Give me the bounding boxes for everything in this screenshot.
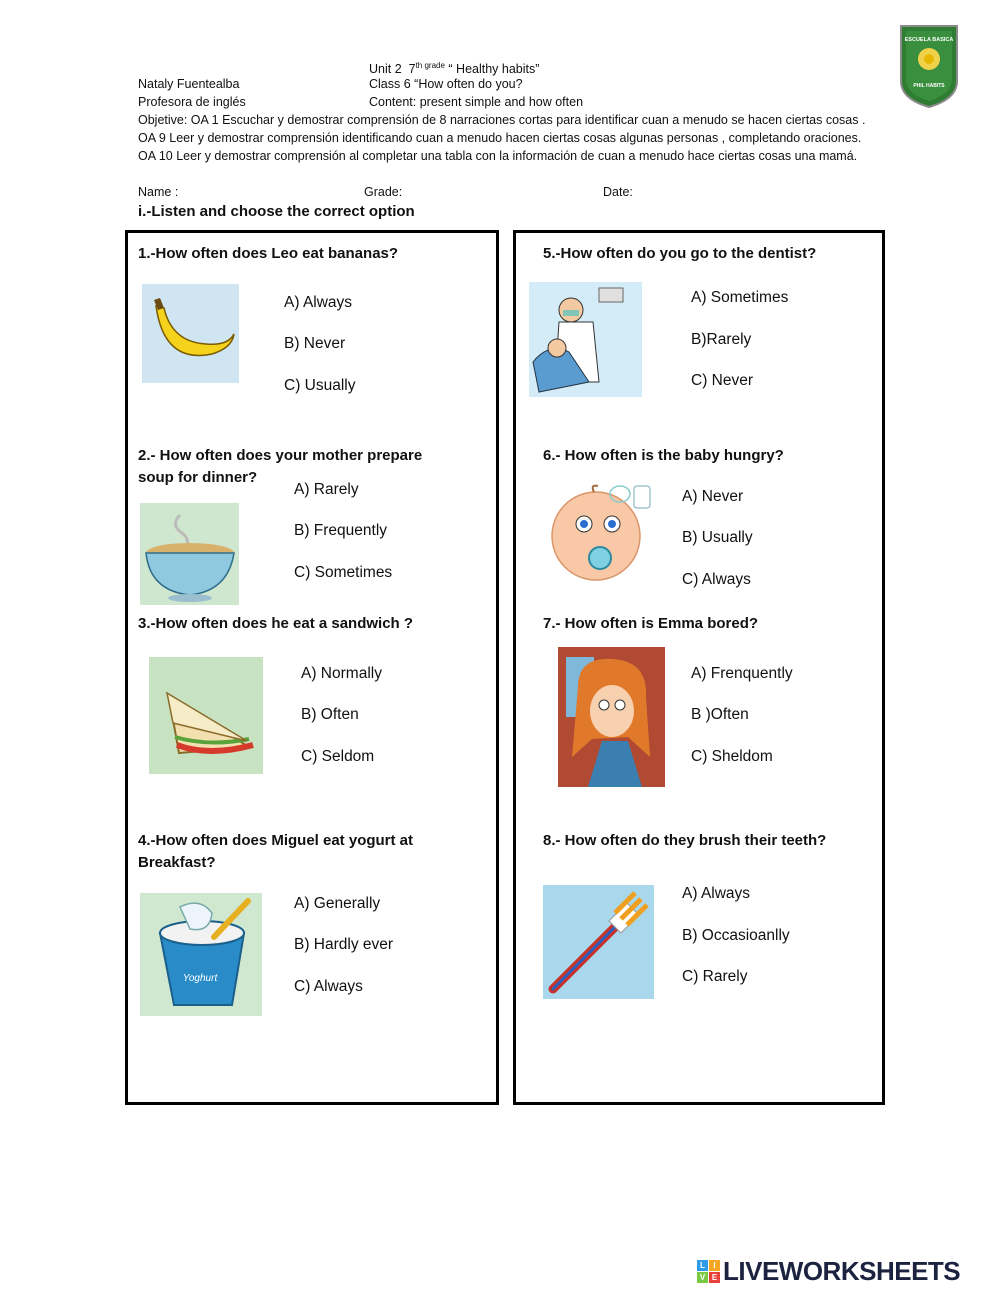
banana-icon bbox=[142, 284, 239, 383]
bored-girl-picture bbox=[558, 647, 665, 787]
section-title: i.-Listen and choose the correct option bbox=[138, 203, 415, 220]
q7-option-a[interactable]: A) Frenquently bbox=[691, 665, 793, 682]
q2-option-a[interactable]: A) Rarely bbox=[294, 481, 359, 498]
question-5: 5.-How often do you go to the dentist? bbox=[543, 245, 817, 262]
q4-option-c[interactable]: C) Always bbox=[294, 978, 363, 995]
class-title: Class 6 “How often do you? bbox=[369, 77, 523, 91]
live-badge-icon bbox=[697, 1260, 720, 1283]
q5-option-b[interactable]: B)Rarely bbox=[691, 331, 752, 348]
sandwich-picture bbox=[149, 657, 263, 774]
q5-option-a[interactable]: A) Sometimes bbox=[691, 289, 789, 306]
teacher-name: Nataly Fuentealba bbox=[138, 77, 240, 91]
q3-option-a[interactable]: A) Normally bbox=[301, 665, 382, 682]
name-label: Name : bbox=[138, 185, 179, 199]
question-7: 7.- How often is Emma bored? bbox=[543, 615, 759, 632]
baby-picture bbox=[540, 478, 660, 582]
liveworksheets-logo bbox=[697, 1255, 960, 1287]
toothbrush-icon bbox=[543, 885, 654, 999]
grade-label: Grade: bbox=[364, 185, 403, 199]
question-2: 2.- How often does your mother prepare soup for dinner? bbox=[138, 447, 423, 486]
sandwich-icon bbox=[149, 657, 263, 774]
q3-option-b[interactable]: B) Often bbox=[301, 706, 359, 723]
q3-option-c[interactable]: C) Seldom bbox=[301, 748, 375, 765]
q4-option-b[interactable]: B) Hardly ever bbox=[294, 936, 394, 953]
live-badge-letter-i: I bbox=[709, 1260, 720, 1271]
question-6: 6.- How often is the baby hungry? bbox=[543, 447, 784, 464]
baby-icon bbox=[540, 478, 660, 582]
q1-option-b[interactable]: B) Never bbox=[284, 335, 346, 352]
unit: Unit 2 bbox=[369, 62, 402, 77]
teacher-role: Profesora de inglés bbox=[138, 95, 246, 109]
q4-option-a[interactable]: A) Generally bbox=[294, 895, 381, 912]
toothbrush-picture bbox=[543, 885, 654, 999]
live-badge-letter-v: V bbox=[697, 1272, 708, 1283]
topic: “ Healthy habits” bbox=[448, 62, 540, 77]
question-4: 4.-How often does Miguel eat yogurt at Breakfast? bbox=[138, 832, 414, 871]
shield-icon bbox=[895, 23, 963, 109]
q2-option-c[interactable]: C) Sometimes bbox=[294, 564, 393, 581]
dentist-icon bbox=[529, 282, 642, 397]
brand-name[interactable]: LIVEWORKSHEETS bbox=[723, 1255, 961, 1286]
yogurt-picture bbox=[140, 893, 262, 1016]
live-badge-letter-e: E bbox=[709, 1272, 720, 1283]
content-line: Content: present simple and how often bbox=[369, 95, 584, 109]
q8-option-a[interactable]: A) Always bbox=[682, 885, 751, 902]
logo-top-text: ESCUELA BASICA bbox=[904, 37, 954, 43]
q5-option-c[interactable]: C) Never bbox=[691, 372, 754, 389]
banana-picture bbox=[142, 284, 239, 383]
q7-option-c[interactable]: C) Sheldom bbox=[691, 748, 773, 765]
date-label: Date: bbox=[603, 185, 633, 199]
q1-option-a[interactable]: A) Always bbox=[284, 294, 353, 311]
question-3: 3.-How often does he eat a sandwich ? bbox=[138, 615, 414, 632]
question-8: 8.- How often do they brush their teeth? bbox=[543, 832, 827, 849]
q8-option-b[interactable]: B) Occasioanlly bbox=[682, 927, 790, 944]
soup-picture bbox=[140, 503, 239, 605]
live-badge-letter-l: L bbox=[697, 1260, 708, 1271]
soup-bowl-icon bbox=[140, 503, 239, 605]
q8-option-c[interactable]: C) Rarely bbox=[682, 968, 748, 985]
school-logo bbox=[895, 23, 963, 109]
grade-superscript: th grade bbox=[415, 61, 445, 70]
question-1: 1.-How often does Leo eat bananas? bbox=[138, 245, 399, 262]
q2-option-b[interactable]: B) Frequently bbox=[294, 522, 388, 539]
q6-option-b[interactable]: B) Usually bbox=[682, 529, 753, 546]
q1-option-c[interactable]: C) Usually bbox=[284, 377, 356, 394]
logo-bottom-text: PHIL HABITS bbox=[913, 83, 945, 89]
objective: Objetive: OA 1 Escuchar y demostrar comprensión de 8 narraciones cortas para identificar cuan a menudo se hacen ciertas cosas . OA 9 Leer y demostrar comprensión identificando cuan a menudo hacen ciertas cosas algunas personas , completando oraciones. OA 10 Leer y demostrar comprensión al completar una tabla con la información de cuan a menudo hace ciertas cosas una mamá. bbox=[138, 113, 866, 163]
grade-number: 7 bbox=[408, 62, 416, 77]
q6-option-c[interactable]: C) Always bbox=[682, 571, 751, 588]
dentist-picture bbox=[529, 282, 642, 397]
q7-option-b[interactable]: B )Often bbox=[691, 706, 749, 723]
bored-girl-icon bbox=[558, 647, 665, 787]
q6-option-a[interactable]: A) Never bbox=[682, 488, 744, 505]
yogurt-label: Yoghurt bbox=[182, 973, 218, 984]
yogurt-cup-icon bbox=[140, 893, 262, 1016]
